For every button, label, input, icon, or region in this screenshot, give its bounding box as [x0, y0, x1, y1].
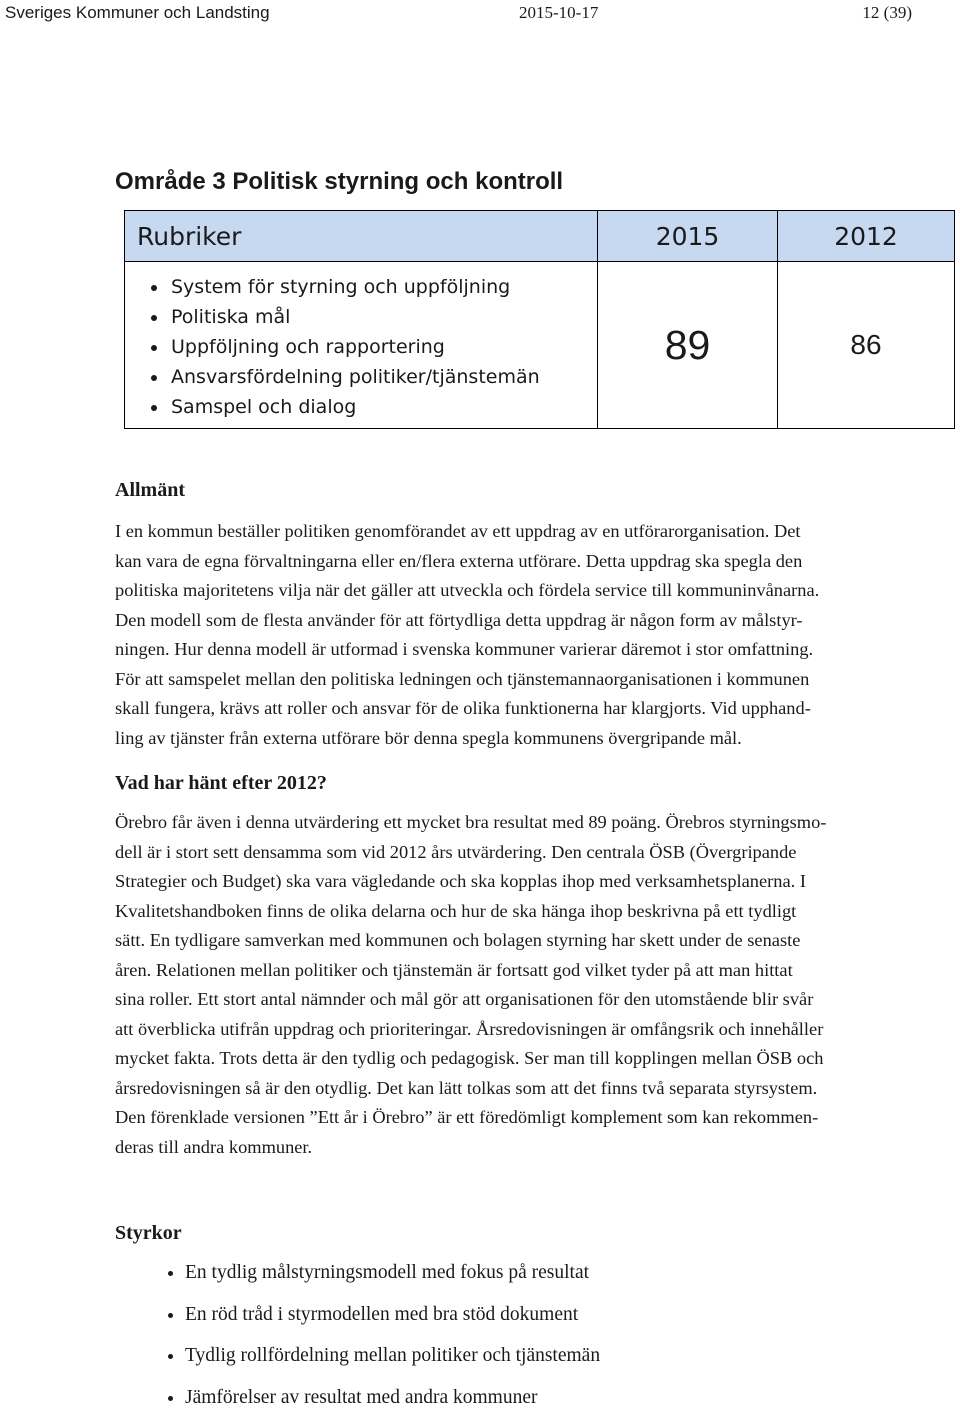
since-2012-paragraph: Örebro får även i denna utvärdering ett mycket bra resultat med 89 poäng. Örebros styrningsmo- dell är i stort sett densamma som vid 2012 års utvärdering. Den centrala ÖSB (Övergripande Strategier och Budget) ska vara vägledande och ska kopplas ihop med verksamhetsplanerna. I Kvalitetshandboken finns de olika delarna och hur de ska hänga ihop beskrivna på ett tydligt sätt. En tydligare samverkan med kommunen och bolagen styrning har skett under de senaste åren. Relationen mellan politiker och tjänstemän är fortsatt god vilket tyder på att man hittat sina roller. Ett stort antal nämnder och mål gör att organisationen för den utomstående blir svår att överblicka utifrån uppdrag och prioriteringar. Årsredovisningen är omfångsrik och innehåller mycket fakta. Trots detta är den tydlig och pedagogisk. Ser man till kopplingen mellan ÖSB och årsredovisningen så är den otydlig. Det kan lätt tolkas som att det finns två separata styrsystem. Den förenklade versionen ”Ett år i Örebro” är ett föredömligt komplement som kan rekommen- deras till andra kommuner. — [115, 808, 960, 1162]
topic-item: • Samspel och dialog — [169, 392, 597, 422]
strength-item: • Jämförelser av resultat med andra kommuner — [185, 1381, 600, 1422]
section-title: Område 3 Politisk styrning och kontroll — [115, 168, 563, 196]
since-2012-heading: Vad har hänt efter 2012? — [115, 772, 327, 795]
score-2012: 86 — [778, 262, 955, 429]
column-header-year-2012: 2012 — [778, 211, 955, 262]
topics-cell — [125, 262, 598, 429]
topic-item: • Uppföljning och rapportering — [169, 332, 597, 362]
organization-name: Sveriges Kommuner och Landsting — [5, 3, 270, 23]
score-table-row — [125, 262, 955, 429]
score-table — [124, 210, 955, 429]
topic-list — [125, 272, 597, 422]
strengths-heading: Styrkor — [115, 1222, 182, 1245]
topic-item: • Ansvarsfördelning politiker/tjänstemän — [169, 362, 597, 392]
topic-item: • System för styrning och uppföljning — [169, 272, 597, 302]
strength-item: • Tydlig rollfördelning mellan politiker och tjänstemän — [185, 1339, 600, 1381]
score-table-header-row — [125, 211, 955, 262]
column-header-year-2015: 2015 — [598, 211, 778, 262]
document-date: 2015-10-17 — [519, 3, 598, 23]
score-2015: 89 — [598, 262, 778, 429]
strengths-list — [115, 1256, 600, 1422]
column-header-rubriker: Rubriker — [125, 211, 598, 262]
general-paragraph: I en kommun beställer politiken genomförandet av ett uppdrag av en utförarorganisation. Det kan vara de egna förvaltningarna eller en/flera externa utförare. Detta uppdrag ska spegla den politiska majoritetens vilja när det gäller att utveckla och fördela service till kommuninvånarna. Den modell som de flesta använder för att förtydliga detta uppdrag är någon form av målstyr- ningen. Hur denna modell är utformad i svenska kommuner varierar däremot i stor omfattning. För att samspelet mellan den politiska ledningen och tjänstemannaorganisationen i kommunen skall fungera, krävs att roller och ansvar för de olika funktionerna har klargjorts. Vid upphand- ling av tjänster från externa utförare bör denna spegla kommunens övergripande mål. — [115, 517, 960, 753]
strength-item: • En röd tråd i styrmodellen med bra stöd dokument — [185, 1298, 600, 1340]
general-heading: Allmänt — [115, 479, 185, 502]
page-number: 12 (39) — [862, 3, 912, 23]
strength-item: • En tydlig målstyrningsmodell med fokus på resultat — [185, 1256, 600, 1298]
page-header — [0, 0, 960, 30]
topic-item: • Politiska mål — [169, 302, 597, 332]
